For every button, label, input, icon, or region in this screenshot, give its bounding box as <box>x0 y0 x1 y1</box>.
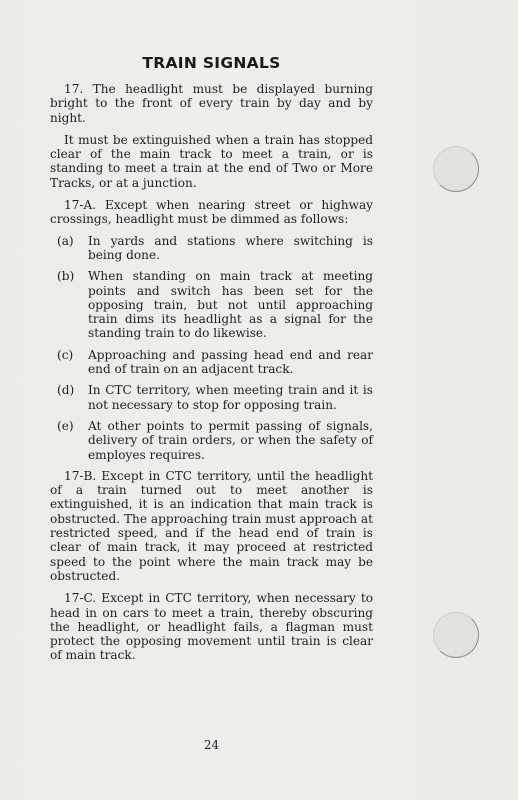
list-item-e <box>50 419 373 462</box>
list-item-b <box>50 269 373 340</box>
list-item-letter: (c) <box>57 347 74 362</box>
list-item-letter: (d) <box>57 383 75 398</box>
rule-17-paragraph: 17. The headlight must be displayed burning bright to the front of every train by day and by night. <box>50 82 373 125</box>
list-item-text: When standing on main track at meeting points and switch has been set for the opposing train, but not until approaching train dims its headlight as a signal for the standing train to do likewise. <box>88 269 373 341</box>
list-item-text: In CTC territory, when meeting train and it is not necessary to stop for opposing train. <box>88 383 373 412</box>
list-item-letter: (a) <box>57 233 74 248</box>
list-item-text: Approaching and passing head end and rear end of train on an adjacent track. <box>88 347 373 377</box>
list-item-letter: (e) <box>57 418 74 433</box>
list-item-d <box>50 383 373 412</box>
rule-17c-paragraph: 17-C. Except in CTC territory, when necessary to head in on cars to meet a train, thereby obscuring the headlight, or headlight fails, a flagman must protect the opposing movement until train is clear of main track. <box>50 591 373 663</box>
rule-17b-paragraph: 17-B. Except in CTC territory, until the headlight of a train turned out to meet another is extinguished, it is an indication that main track is obstructed. The approaching train must approach at restricted speed, and if the head end of train is clear of main track, it may proceed at restricted speed to the point where the main track may be obstructed. <box>50 468 373 583</box>
page-body <box>50 54 373 671</box>
list-item-text: At other points to permit passing of signals, delivery of train orders, or when the safety of employes requires. <box>88 418 373 462</box>
page-title: TRAIN SIGNALS <box>142 54 281 72</box>
rule-17a-paragraph: 17-A. Except when nearing street or highway crossings, headlight must be dimmed as follows: <box>50 198 373 227</box>
binder-hole-top <box>433 146 479 192</box>
page-number: 24 <box>203 738 220 752</box>
list-item-text: In yards and stations where switching is being done. <box>88 233 373 262</box>
rule-17-extinguish-paragraph: It must be extinguished when a train has stopped clear of the main track to meet a train, or is standing to meet a train at the end of Two or More Tracks, or at a junction. <box>50 132 373 190</box>
list-item-a <box>50 234 373 263</box>
binder-hole-bottom <box>433 612 479 658</box>
list-item-letter: (b) <box>57 269 75 284</box>
list-item-c <box>50 348 373 377</box>
